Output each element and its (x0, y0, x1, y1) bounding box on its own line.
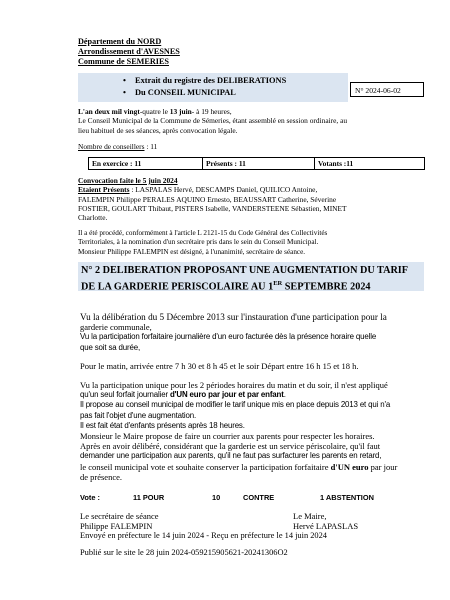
arrondissement-heading: Arrondissement d'AVESNES (78, 47, 180, 56)
intro-line-3: lieu habituel de ses séances, après convocation légale. (78, 125, 238, 135)
vote-for: 11 POUR (133, 493, 165, 502)
vote-label: Vote : (80, 493, 100, 502)
commune-heading: Commune de SEMERIES (78, 57, 169, 66)
present-line-3: FOSTIER, GOULART Thibaut, PISTERS Isabelle, VANDERSTEENE Sébastien, MINET (78, 203, 347, 213)
deliberation-number: N° 2024-06-02 (350, 82, 424, 97)
publication-note: Publié sur le site le 28 juin 2024-059215905621-20241306O2 (80, 548, 288, 557)
vote-against-count: 10 (212, 493, 221, 502)
prefecture-stamp: Envoyé en préfecture le 14 juin 2024 - Reçu en préfecture le 14 juin 2024 (80, 531, 327, 540)
secretary-procedure: Il a été procédé, conformément à l'article L 2121-15 du Code Général des Collectivités Territoriales, à la nomination d'un secrétaire pris dans le sein du Conseil Municipal. Monsieur Philippe FALEMPIN est désigné, à l'unanimité, secrétaire de séance. (78, 229, 328, 256)
banner-line-council: • Du CONSEIL MUNICIPAL (135, 88, 236, 97)
convocation-block (78, 176, 426, 222)
register-banner (78, 73, 348, 102)
intro-date-line: L'an deux mil vingt-quatre le 13 juin- à 19 heures, (78, 107, 232, 116)
voters-cell: Votants :11 (318, 159, 354, 168)
in-office-cell: En exercice : 11 (89, 158, 203, 169)
present-line-2: FALEMPIN Philippe PERALES AQUINO Ernesto, BEAUSSART Catherine, Séverine (78, 194, 337, 204)
convocation-date: Convocation faite le 5 juin 2024 (78, 176, 178, 185)
present-cell: Présents : 11 (203, 158, 315, 169)
mayor-signature: Le Maire, Hervé LAPASLAS (293, 511, 359, 532)
department-heading: Département du NORD (78, 37, 162, 46)
secretary-signature: Le secrétaire de séance Philippe FALEMPIN (80, 511, 159, 532)
deliberation-subject (78, 262, 424, 291)
subject-line-2: DE LA GARDERIE PERISCOLAIRE AU 1ER SEPTEMBRE 2024 (81, 280, 371, 293)
vote-against: CONTRE (243, 493, 275, 502)
subject-line-1: N° 2 DELIBERATION PROPOSANT UNE AUGMENTATION DU TARIF (81, 265, 408, 276)
present-line-4: Charlotte. (78, 213, 108, 223)
present-line-1: Etaient Présents : LASPALAS Hervé, DESCAMPS Daniel, QUILICO Antoine, (78, 185, 318, 195)
banner-line-registry: • Extrait du registre des DELIBERATIONS (135, 76, 286, 85)
intro-paragraph (78, 107, 428, 135)
intro-line-2: Le Conseil Municipal de la Commune de Sémeries, étant assemblé en session ordinaire, au (78, 116, 348, 126)
deliberation-body: Vu la délibération du 5 Décembre 2013 sur l'instauration d'une participation pour la garderie communale, Vu la participation forfaitaire journalière d'un euro facturée dès la présence horaire quelle que soit sa durée, Pour le matin, arrivée entre 7 h 30 et 8 h 45 et le soir Départ entre 16 h 15 et 18 h. Vu la participation unique pour les 2 périodes horaires du matin et du soir, il n'est appliqué qu'un seul forfait journalier d'UN euro par jour et par enfant. Il propose au conseil municipal de modifier le tarif unique mis en place depuis 2013 et qui n'a pas fait l'objet d'une augmentation. Il est fait état d'enfants présents après 18 heures. Monsieur le Maire propose de faire un courrier aux parents pour respecter les horaires. Après en avoir délibéré, considérant que la garderie est un service périscolaire, qu'il faut demander une participation aux parents, qu'il ne faut pas surfacturer les parents en retard, le conseil municipal vote et souhaite conserver la participation forfaitaire d'UN euro par jour de présence. (80, 312, 398, 482)
counsellors-count: Nombre de conseillers : 11 (78, 142, 158, 151)
counsellors-table (88, 157, 425, 170)
vote-abstention: 1 ABSTENTION (320, 493, 374, 502)
